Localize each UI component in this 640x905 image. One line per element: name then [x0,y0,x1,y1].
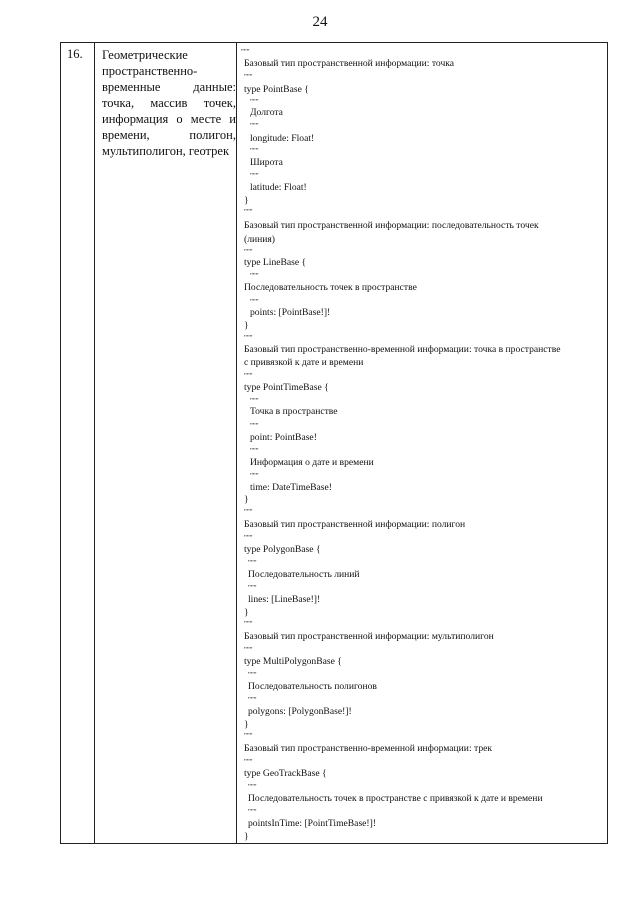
code-line: } [244,831,249,842]
row-name [102,47,236,159]
code-quote-marker: """ [248,783,257,791]
code-quote-marker: """ [244,248,253,256]
row-name-word: времени, [102,128,150,142]
code-line: Последовательность точек в пространстве [244,282,417,293]
document-table [60,42,608,844]
code-line: Последовательность точек в пространстве с привязкой к дате и времени [248,793,543,804]
code-line: (линия) [244,234,275,245]
code-quote-marker: """ [248,696,257,704]
code-line: Последовательность полигонов [248,681,377,692]
code-quote-marker: """ [250,122,259,130]
code-line: time: DateTimeBase! [250,482,332,493]
code-line: Широта [250,157,283,168]
code-quote-marker: """ [244,534,253,542]
code-line: Долгота [250,107,283,118]
code-line: Точка в пространстве [250,406,338,417]
code-quote-marker: """ [248,808,257,816]
code-line: Базовый тип пространственно-временной информации: трек [244,743,493,754]
code-line: Последовательность линий [248,569,360,580]
code-line: Базовый тип пространственной информации: точка [244,58,455,69]
row-name-word: массив [150,96,188,110]
code-quote-marker: """ [248,559,257,567]
code-line: type MultiPolygonBase { [244,656,342,667]
code-line: point: PointBase! [250,432,317,443]
code-line: type PointBase { [244,84,309,95]
row-number: 16. [67,47,83,61]
code-quote-marker: """ [250,472,259,480]
code-quote-marker: """ [244,73,253,81]
code-line: polygons: [PolygonBase!]! [248,706,352,717]
row-name-word: и [229,112,236,126]
code-quote-marker: """ [250,422,259,430]
code-line: } [244,719,249,730]
code-line: Информация о дате и времени [250,457,374,468]
row-name-word: полигон, [189,128,236,142]
code-quote-marker: """ [250,147,259,155]
code-quote-marker: """ [250,172,259,180]
row-name-word: точка, [102,96,135,110]
code-quote-marker: """ [250,272,259,280]
code-line: Базовый тип пространственной информации: мультиполигон [244,631,494,642]
column-divider [94,43,95,843]
row-name-line [102,79,236,95]
row-name-line [102,127,236,143]
code-line: longitude: Float! [250,133,315,144]
code-quote-marker: """ [248,584,257,592]
code-quote-marker: """ [241,48,250,56]
code-line: lines: [LineBase!]! [248,594,321,605]
code-quote-marker: """ [244,758,253,766]
code-quote-marker: """ [244,646,253,654]
code-quote-marker: """ [244,208,253,216]
code-quote-marker: """ [248,671,257,679]
row-name-word: данные: [193,80,236,94]
code-line: } [244,195,249,206]
code-line: latitude: Float! [250,182,307,193]
code-quote-marker: """ [250,447,259,455]
code-quote-marker: """ [250,397,259,405]
code-line: Базовый тип пространственной информации: последовательность точек [244,220,539,231]
code-line: } [244,320,249,331]
row-name-line: Геометрические [102,48,188,62]
code-line: type GeoTrackBase { [244,768,327,779]
row-name-word: информация [102,112,169,126]
code-quote-marker: """ [244,372,253,380]
code-line: } [244,607,249,618]
column-divider [236,43,237,843]
code-line: type PolygonBase { [244,544,321,555]
code-line: type PointTimeBase { [244,382,329,393]
code-line: pointsInTime: [PointTimeBase!]! [248,818,377,829]
code-quote-marker: """ [250,98,259,106]
row-name-line [102,95,236,111]
code-quote-marker: """ [244,508,253,516]
code-quote-marker: """ [244,732,253,740]
page-number: 24 [312,14,328,30]
row-name-line: мультиполигон, геотрек [102,144,230,158]
code-line: Базовый тип пространственной информации: полигон [244,519,466,530]
code-line: Базовый тип пространственно-временной информации: точка в пространстве [244,344,561,355]
row-name-word: месте [190,112,222,126]
code-quote-marker: """ [244,334,253,342]
row-name-word: временные [102,80,161,94]
code-line: } [244,494,249,505]
row-name-line [102,111,236,127]
code-line: type LineBase { [244,257,307,268]
code-line: points: [PointBase!]! [250,307,331,318]
row-name-word: о [176,112,183,126]
code-quote-marker: """ [244,620,253,628]
code-quote-marker: """ [250,298,259,306]
code-line: с привязкой к дате и времени [244,357,364,368]
row-name-line: пространственно- [102,64,198,78]
row-name-word: точек, [203,96,236,110]
